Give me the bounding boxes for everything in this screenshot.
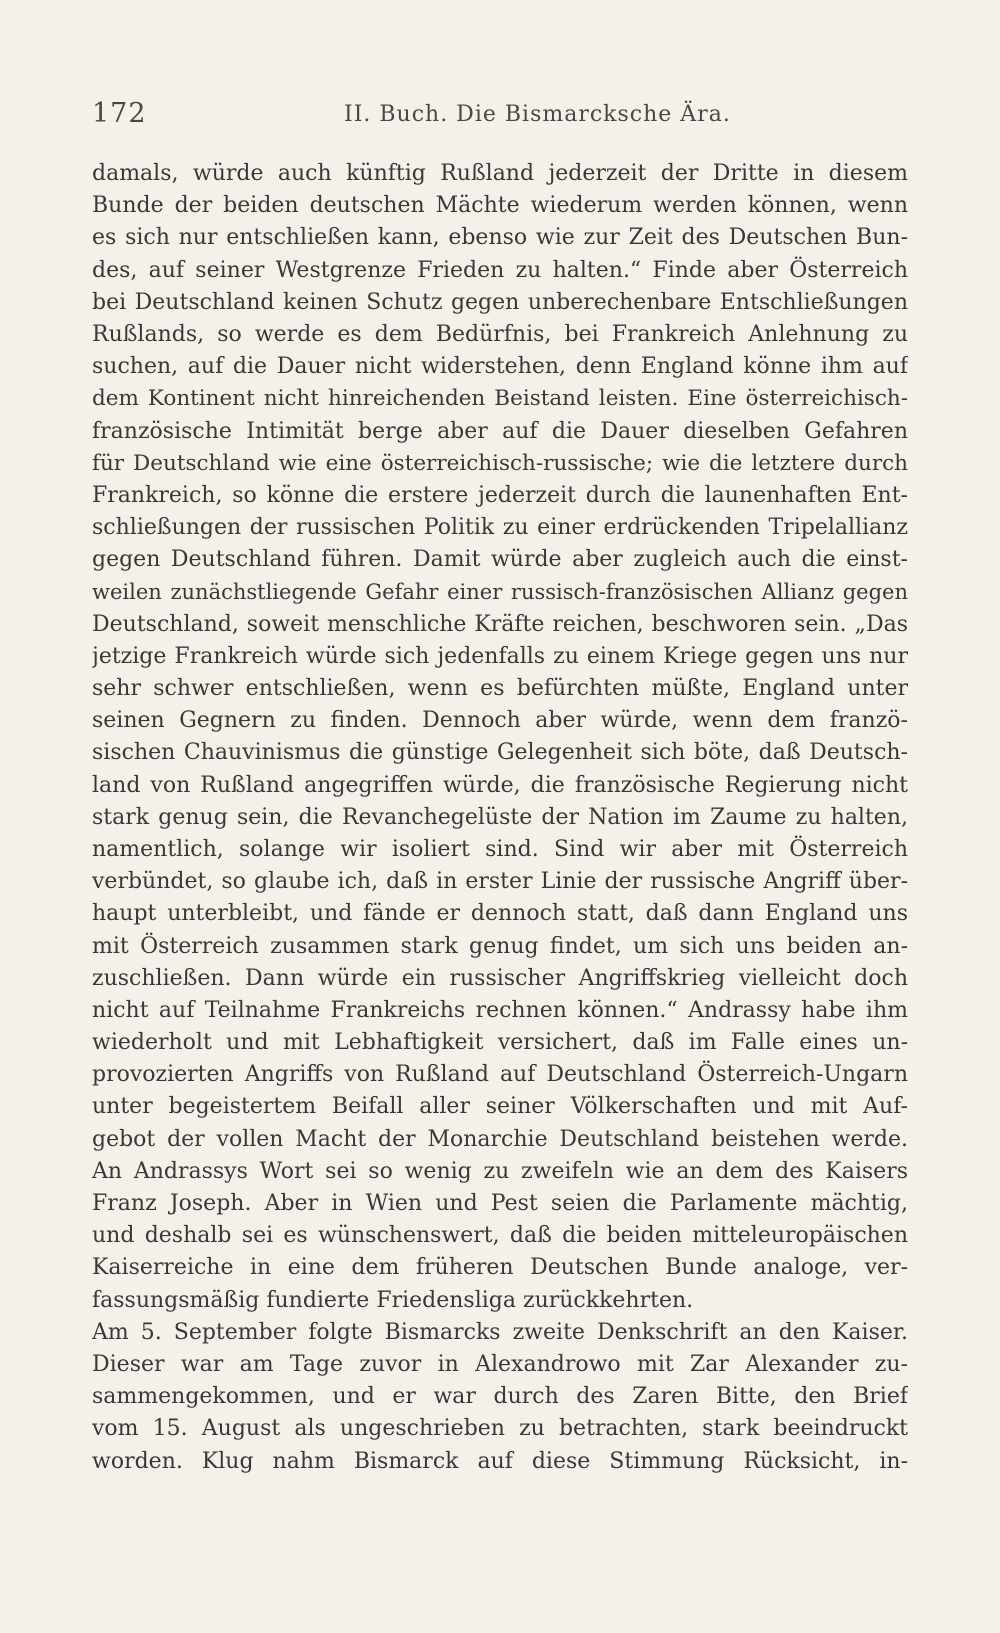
- text-line: seinen Gegnern zu finden. Dennoch aber würde, wenn dem franzö-: [92, 708, 908, 734]
- text-line: provozierten Angriffs von Rußland auf Deutschland Österreich-Ungarn: [92, 1062, 908, 1088]
- text-line: sischen Chauvinismus die günstige Gelegenheit sich böte, daß Deutsch-: [92, 740, 908, 766]
- text-line-paragraph-end: fassungsmäßig fundierte Friedensliga zurückkehrten.: [92, 1287, 694, 1313]
- text-line: damals, würde auch künftig Rußland jederzeit der Dritte in diesem: [92, 161, 908, 186]
- page-header: [92, 98, 908, 138]
- text-line: worden. Klug nahm Bismarck auf diese Stimmung Rücksicht, in-: [92, 1448, 908, 1474]
- text-line: bei Deutschland keinen Schutz gegen unberechenbare Entschließungen: [92, 289, 908, 315]
- text-line: vom 15. August als ungeschrieben zu betrachten, stark beeindruckt: [92, 1416, 908, 1442]
- text-line: Bunde der beiden deutschen Mächte wiederum werden können, wenn: [92, 193, 908, 219]
- running-head: II. Buch. Die Bismarcksche Ära.: [344, 102, 731, 127]
- text-line: Frankreich, so könne die erstere jederzeit durch die launenhaften Ent-: [92, 482, 908, 508]
- text-line: land von Rußland angegriffen würde, die französische Regierung nicht: [92, 772, 908, 798]
- text-line: haupt unterbleibt, und fände er dennoch statt, daß dann England uns: [92, 901, 908, 927]
- text-line: Franz Joseph. Aber in Wien und Pest seien die Parlamente mächtig,: [92, 1191, 908, 1216]
- text-line: Dieser war am Tage zuvor in Alexandrowo mit Zar Alexander zu-: [92, 1351, 908, 1377]
- text-line: jetzige Frankreich würde sich jedenfalls zu einem Kriege gegen uns nur: [92, 643, 908, 669]
- text-line: An Andrassys Wort sei so wenig zu zweifeln wie an dem des Kaisers: [92, 1158, 908, 1184]
- text-line: sammengekommen, und er war durch des Zaren Bitte, den Brief: [92, 1384, 908, 1410]
- text-line: namentlich, solange wir isoliert sind. Sind wir aber mit Österreich: [92, 836, 908, 862]
- text-line: zuschließen. Dann würde ein russischer Angriffskrieg vielleicht doch: [92, 965, 908, 991]
- text-line: weilen zunächstliegende Gefahr einer russisch-französischen Allianz gegen: [92, 580, 908, 605]
- text-line: suchen, auf die Dauer nicht widerstehen, denn England könne ihm auf: [92, 354, 908, 380]
- page-number: 172: [92, 98, 147, 129]
- text-line: unter begeistertem Beifall aller seiner Völkerschaften und mit Auf-: [92, 1094, 908, 1120]
- text-line-paragraph-start: Am 5. September folgte Bismarcks zweite Denkschrift an den Kaiser.: [92, 1319, 908, 1345]
- text-line: es sich nur entschließen kann, ebenso wie zur Zeit des Deutschen Bun-: [92, 225, 908, 251]
- text-line: Rußlands, so werde es dem Bedürfnis, bei Frankreich Anlehnung zu: [92, 321, 908, 347]
- text-line: Kaiserreiche in eine dem früheren Deutschen Bunde analoge, ver-: [92, 1255, 908, 1281]
- text-line: stark genug sein, die Revanchegelüste der Nation im Zaume zu halten,: [92, 804, 908, 830]
- text-line: und deshalb sei es wünschenswert, daß die beiden mitteleuropäischen: [92, 1223, 908, 1249]
- text-line: französische Intimität berge aber auf die Dauer dieselben Gefahren: [92, 418, 908, 444]
- text-line: gegen Deutschland führen. Damit würde aber zugleich auch die einst-: [92, 547, 908, 573]
- body-text: [92, 158, 908, 1478]
- text-line: verbündet, so glaube ich, daß in erster Linie der russische Angriff über-: [92, 869, 908, 895]
- text-line: für Deutschland wie eine österreichisch-russische; wie die letztere durch: [92, 450, 908, 476]
- text-line: schließungen der russischen Politik zu einer erdrückenden Tripelallianz: [92, 515, 908, 541]
- text-line: mit Österreich zusammen stark genug findet, um sich uns beiden an-: [92, 933, 908, 959]
- text-line: nicht auf Teilnahme Frankreichs rechnen können.“ Andrassy habe ihm: [92, 997, 908, 1023]
- text-line: des, auf seiner Westgrenze Frieden zu halten.“ Finde aber Österreich: [92, 257, 908, 283]
- text-line: gebot der vollen Macht der Monarchie Deutschland beistehen werde.: [92, 1126, 908, 1152]
- text-line: wiederholt und mit Lebhaftigkeit versichert, daß im Falle eines un-: [92, 1030, 908, 1056]
- text-line: dem Kontinent nicht hinreichenden Beistand leisten. Eine österreichisch-: [92, 386, 908, 412]
- text-line: sehr schwer entschließen, wenn es befürchten müßte, England unter: [92, 676, 908, 701]
- text-line: Deutschland, soweit menschliche Kräfte reichen, beschworen sein. „Das: [92, 611, 908, 637]
